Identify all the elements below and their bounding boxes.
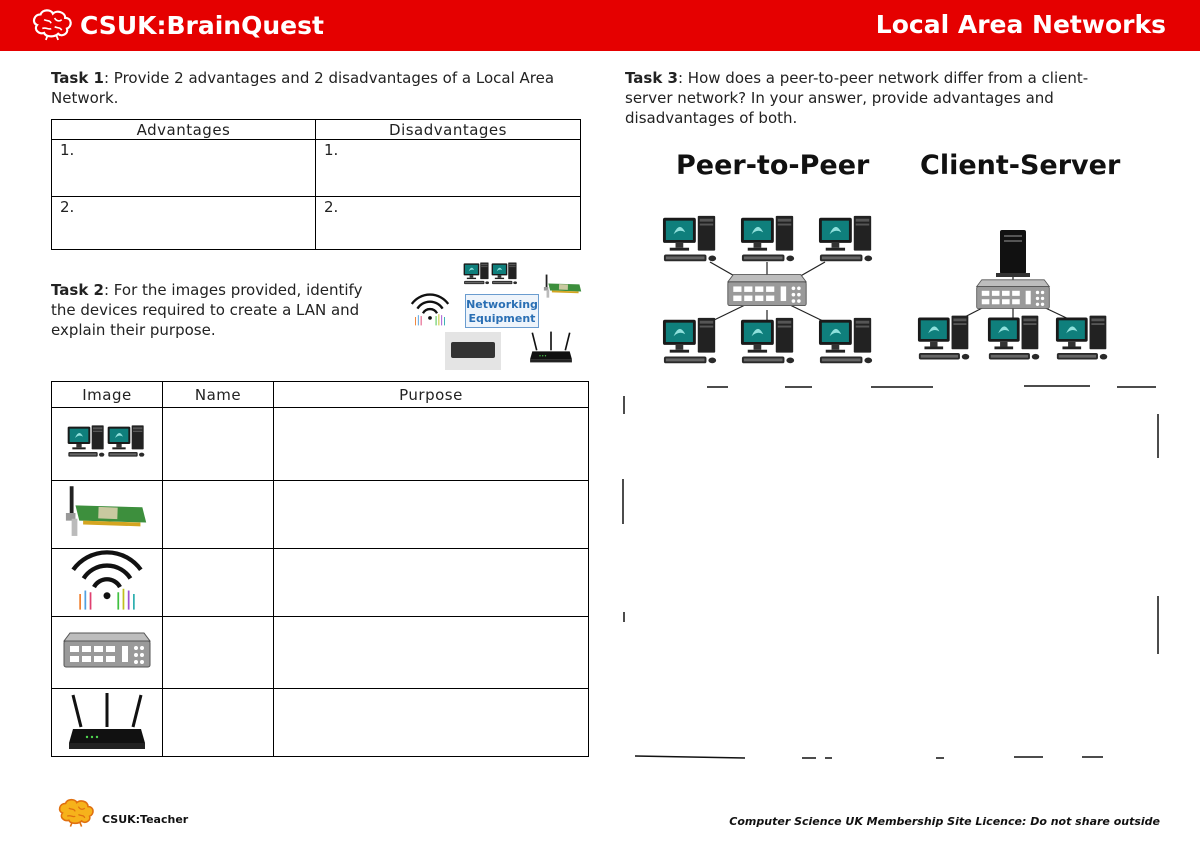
task2-label: Task 2 [51,281,104,299]
table-row [52,549,589,617]
computers-icon [67,424,107,460]
name-cell[interactable] [163,689,274,757]
networking-equipment-badge [465,294,539,328]
brain-icon [30,8,74,42]
task2-table [51,381,589,757]
router-icon [529,330,573,364]
purpose-header: Purpose [274,382,589,408]
badge-line-1: Networking [466,298,538,311]
image-cell [52,481,163,549]
purpose-cell[interactable] [274,481,589,549]
name-cell[interactable] [163,617,274,689]
network-card-icon [64,484,150,542]
name-header: Name [163,382,274,408]
computer-icon [818,316,876,368]
table-row [52,140,581,197]
client-server-heading: Client-Server [920,150,1121,181]
table-row [52,481,589,549]
router-icon [67,691,147,751]
badge-line-2: Equipment [468,312,536,325]
disadvantage-1-cell[interactable]: 1. [316,140,581,197]
computers-icon [463,262,491,286]
computer-icon [740,214,798,266]
disadvantages-header: Disadvantages [316,120,581,140]
table-row [52,689,589,757]
wifi-cables-icon [409,292,451,328]
task1-table [51,119,581,250]
table-row [52,617,589,689]
peer-to-peer-diagram [660,210,890,370]
task3-label: Task 3 [625,69,678,87]
task2-prompt [51,280,391,340]
image-cell [52,689,163,757]
disadvantage-2-cell[interactable]: 2. [316,197,581,250]
brand-title: CSUK:BrainQuest [80,10,324,40]
image-cell [52,617,163,689]
brain-logo-icon [56,798,96,828]
teacher-label: CSUK:Teacher [102,813,189,826]
computer-icon [818,214,876,266]
wifi-cables-icon [68,550,146,612]
task1-label: Task 1 [51,69,104,87]
image-cell [52,408,163,481]
peer-to-peer-heading: Peer-to-Peer [676,150,870,181]
name-cell[interactable] [163,549,274,617]
name-cell[interactable] [163,408,274,481]
task3-answer-area[interactable] [620,384,1162,762]
advantages-header: Advantages [52,120,316,140]
client-server-diagram [915,226,1115,366]
computers-icon [491,262,519,286]
computer-icon [917,314,973,364]
computers-icon [107,424,147,460]
switch-photo [445,332,501,370]
name-cell[interactable] [163,481,274,549]
computer-icon [987,314,1043,364]
switch-icon [726,272,808,310]
table-row [52,408,589,481]
networking-equipment-collage [405,260,590,370]
switch-icon [62,631,152,671]
task2-text: : For the images provided, identify the devices required to create a LAN and explain their purpose. [51,281,363,339]
task3-text: : How does a peer-to-peer network differ from a client-server network? In your answer, provide advantages and disadvantages of both. [625,69,1089,127]
purpose-cell[interactable] [274,408,589,481]
page-title: Local Area Networks [875,10,1166,39]
image-header: Image [52,382,163,408]
advantage-1-cell[interactable]: 1. [52,140,316,197]
licence-notice: Computer Science UK Membership Site Licence: Do not share outside [729,815,1160,828]
footer-teacher [56,798,188,828]
brand [30,8,324,42]
task1-prompt [51,68,571,108]
image-cell [52,549,163,617]
advantage-2-cell[interactable]: 2. [52,197,316,250]
computer-icon [662,214,720,266]
network-card-icon [543,272,583,302]
purpose-cell[interactable] [274,617,589,689]
table-row [52,197,581,250]
task1-text: : Provide 2 advantages and 2 disadvantages of a Local Area Network. [51,69,555,107]
computer-icon [1055,314,1111,364]
purpose-cell[interactable] [274,689,589,757]
server-icon [1000,230,1026,274]
computer-icon [662,316,720,368]
header-banner [0,0,1200,51]
task3-prompt [625,68,1135,128]
switch-icon [975,278,1051,312]
computer-icon [740,316,798,368]
purpose-cell[interactable] [274,549,589,617]
